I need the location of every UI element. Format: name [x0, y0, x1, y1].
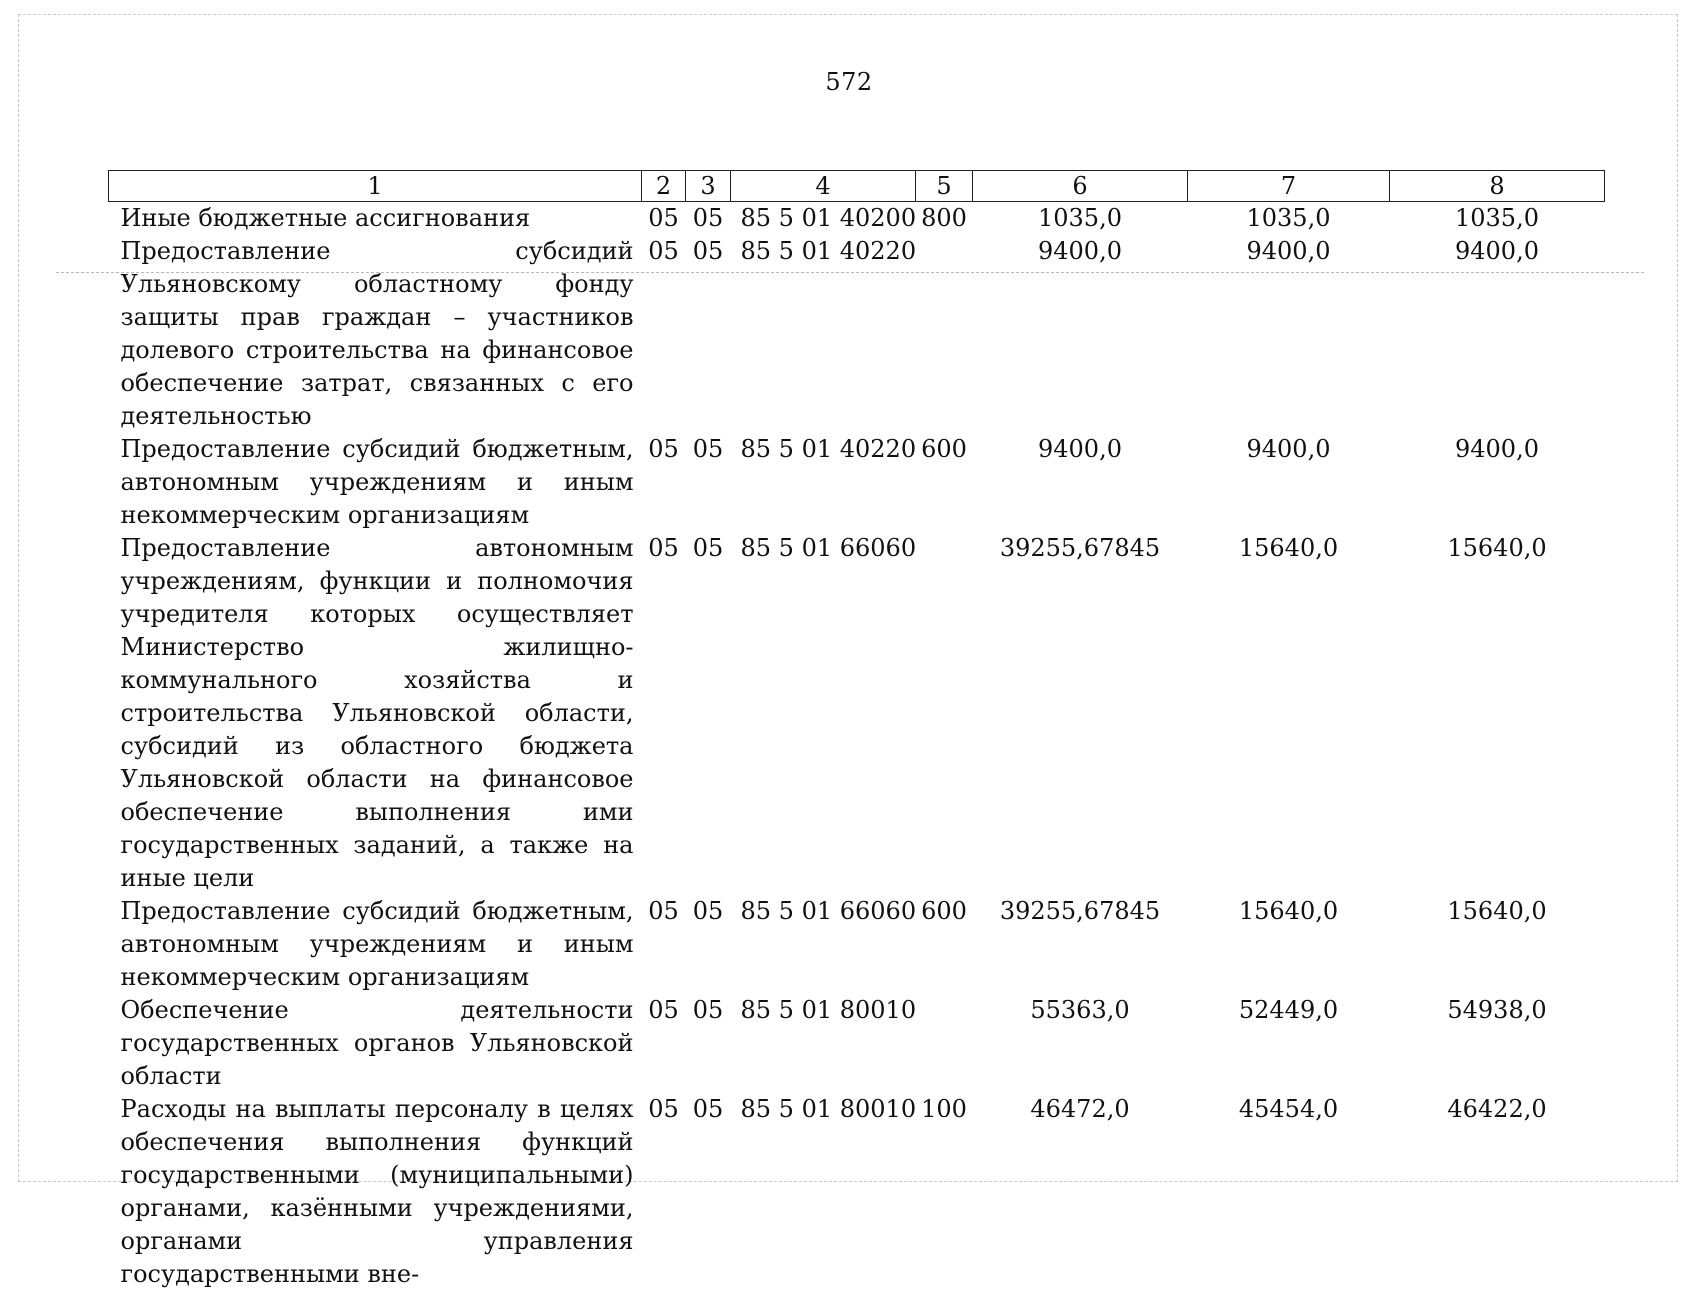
- row-name: Предоставление субсидий Ульяновскому областному фонду защиты прав граждан – участников долевого строительства на финансовое обеспечение затрат, связанных с его деятельностью: [120, 237, 634, 430]
- page-number: 572: [825, 68, 873, 96]
- table-row: [109, 1093, 1605, 1291]
- table-row: [109, 895, 1605, 994]
- row-section-code: 05: [648, 534, 679, 562]
- table-row: [109, 433, 1605, 532]
- row-expense-type-code: 800: [921, 204, 967, 232]
- column-header-2: 2: [642, 171, 686, 202]
- row-name: Иные бюджетные ассигнования: [120, 204, 531, 232]
- table-row: [109, 202, 1605, 236]
- row-expense-type-code: [916, 994, 973, 1093]
- row-name: Расходы на выплаты персоналу в целях обеспечения выполнения функций государственными (муниципальными) органами, казёнными учреждениями, органами управления государственными вне-: [120, 1095, 634, 1288]
- row-subsection-code: 05: [692, 1095, 724, 1123]
- row-name: Обеспечение деятельности государственных органов Ульяновской области: [120, 996, 634, 1090]
- row-subsection-code: 05: [692, 534, 724, 562]
- column-header-7: 7: [1188, 171, 1390, 202]
- row-amount-col7: 15640,0: [1238, 897, 1339, 925]
- column-header-6: 6: [973, 171, 1188, 202]
- row-amount-col7: 1035,0: [1246, 204, 1331, 232]
- column-header-4: 4: [731, 171, 916, 202]
- row-section-code: 05: [648, 237, 679, 265]
- row-subsection-code: 05: [692, 204, 724, 232]
- row-target-article-code: 85 5 01 40200: [740, 204, 917, 232]
- row-amount-col6: 9400,0: [1038, 237, 1122, 265]
- row-expense-type-code: [916, 532, 973, 895]
- row-amount-col7: 9400,0: [1246, 435, 1331, 463]
- row-amount-col7: 45454,0: [1238, 1095, 1339, 1123]
- column-header-1: 1: [109, 171, 642, 202]
- row-target-article-code: 85 5 01 80010: [740, 1095, 917, 1123]
- row-section-code: 05: [648, 897, 679, 925]
- table-row: [109, 235, 1605, 433]
- row-amount-col6: 46472,0: [1030, 1095, 1130, 1123]
- row-target-article-code: 85 5 01 66060: [740, 897, 917, 925]
- column-header-3: 3: [686, 171, 731, 202]
- row-section-code: 05: [648, 996, 679, 1024]
- row-section-code: 05: [648, 435, 679, 463]
- column-header-8: 8: [1390, 171, 1605, 202]
- row-subsection-code: 05: [692, 897, 724, 925]
- row-expense-type-code: 600: [921, 435, 967, 463]
- row-amount-col7: 52449,0: [1238, 996, 1339, 1024]
- row-expense-type-code: 600: [921, 897, 967, 925]
- row-target-article-code: 85 5 01 40220: [740, 237, 917, 265]
- row-amount-col8: 15640,0: [1447, 897, 1547, 925]
- row-expense-type-code: 100: [921, 1095, 967, 1123]
- row-amount-col7: 15640,0: [1238, 534, 1339, 562]
- row-amount-col8: 15640,0: [1447, 534, 1547, 562]
- row-amount-col8: 1035,0: [1455, 204, 1539, 232]
- row-amount-col6: 9400,0: [1038, 435, 1122, 463]
- row-amount-col6: 55363,0: [1030, 996, 1130, 1024]
- table-row: [109, 994, 1605, 1093]
- row-target-article-code: 85 5 01 40220: [740, 435, 917, 463]
- table-row: [109, 532, 1605, 895]
- row-name: Предоставление автономным учреждениям, функции и полномочия учредителя которых осуществляет Министерство жилищно-коммунального хозяйства и строительства Ульяновской области, субсидий из областного бюджета Ульяновской области на финансовое обеспечение выполнения ими государственных заданий, а также на иные цели: [120, 534, 634, 892]
- row-amount-col8: 46422,0: [1447, 1095, 1547, 1123]
- row-name: Предоставление субсидий бюджетным, автономным учреждениям и иным некоммерческим организациям: [120, 897, 634, 991]
- budget-table: [108, 170, 1605, 1291]
- row-amount-col6: 39255,67845: [999, 897, 1161, 925]
- row-subsection-code: 05: [692, 237, 724, 265]
- row-amount-col8: 9400,0: [1455, 435, 1539, 463]
- table-header-row: [109, 171, 1605, 202]
- column-header-5: 5: [916, 171, 973, 202]
- row-target-article-code: 85 5 01 80010: [740, 996, 917, 1024]
- row-expense-type-code: [916, 235, 973, 433]
- row-name: Предоставление субсидий бюджетным, автономным учреждениям и иным некоммерческим организациям: [120, 435, 634, 529]
- row-section-code: 05: [648, 1095, 679, 1123]
- row-target-article-code: 85 5 01 66060: [740, 534, 917, 562]
- row-amount-col6: 39255,67845: [999, 534, 1161, 562]
- row-amount-col7: 9400,0: [1246, 237, 1331, 265]
- row-amount-col6: 1035,0: [1038, 204, 1122, 232]
- row-subsection-code: 05: [692, 996, 724, 1024]
- row-amount-col8: 9400,0: [1455, 237, 1539, 265]
- row-subsection-code: 05: [692, 435, 724, 463]
- row-amount-col8: 54938,0: [1447, 996, 1547, 1024]
- row-section-code: 05: [648, 204, 679, 232]
